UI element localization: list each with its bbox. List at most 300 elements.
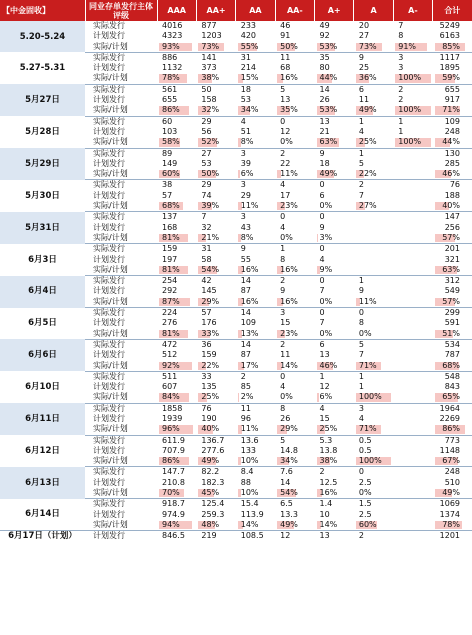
actual-value-cell: 125.4 <box>201 499 225 509</box>
actual-value-cell: 5 <box>275 84 314 95</box>
ratio-value: 0% <box>319 296 333 306</box>
planned-value-cell: 56 <box>201 126 212 136</box>
ratio-cell <box>275 233 314 244</box>
planned-value-cell: 219 <box>196 531 235 542</box>
planned-value-cell <box>354 223 393 233</box>
ratio-cell <box>236 488 275 499</box>
actual-value-cell: 0 <box>358 308 364 318</box>
planned-value-cell: 113.9 <box>240 509 264 519</box>
planned-value-cell: 176 <box>201 318 217 328</box>
ratio-value: 0% <box>280 232 293 242</box>
planned-value-cell: 7 <box>358 190 364 200</box>
planned-value-cell: 92 <box>315 31 354 41</box>
actual-value-cell: 4 <box>280 180 286 190</box>
table-row <box>0 371 472 382</box>
actual-value-cell: 0 <box>280 116 286 126</box>
actual-value-cell: 2 <box>275 276 314 287</box>
ratio-value: 60% <box>162 169 180 179</box>
table-row <box>0 84 472 95</box>
ratio-cell <box>236 361 275 372</box>
table-row <box>0 244 472 255</box>
planned-value-cell: 22 <box>275 159 314 169</box>
planned-value-cell: 197 <box>162 254 178 264</box>
ratio-value: 6% <box>319 392 333 402</box>
planned-value-cell: 4 <box>354 414 393 424</box>
ratio-value: 32% <box>201 105 220 115</box>
ratio-cell <box>393 361 432 372</box>
actual-value-cell: 561 <box>157 84 196 95</box>
ratio-value: 45% <box>201 488 220 498</box>
ratio-cell <box>157 520 196 531</box>
row-label: 实际/计划 <box>85 201 157 212</box>
actual-value-cell: 877 <box>196 21 235 31</box>
actual-value-cell: 38 <box>162 180 173 190</box>
ratio-cell <box>196 73 235 84</box>
planned-value-cell: 13 <box>275 95 314 105</box>
actual-value-cell: 31 <box>201 244 212 254</box>
ratio-value: 49% <box>358 105 377 115</box>
actual-value-cell: 29 <box>201 116 212 126</box>
planned-value-cell: 15 <box>315 414 354 424</box>
actual-value-cell <box>393 308 432 319</box>
row-label: 实际/计划 <box>85 105 157 116</box>
actual-value-cell: 3 <box>398 52 404 62</box>
ratio-cell <box>354 73 393 84</box>
ratio-cell <box>433 392 472 403</box>
actual-value-cell: 29 <box>201 180 212 190</box>
ratio-value: 49% <box>442 488 460 498</box>
actual-value-cell: 46 <box>275 21 314 31</box>
table-row <box>0 499 472 510</box>
date-cell: 6月17日（计划） <box>0 531 85 542</box>
planned-value-cell: 420 <box>236 31 275 41</box>
ratio-value: 8% <box>240 137 254 147</box>
planned-value-cell: 1 <box>398 126 404 136</box>
ratio-cell <box>315 361 354 372</box>
ratio-value: 81% <box>162 232 180 242</box>
actual-value-cell: 2 <box>275 339 314 350</box>
ratio-value: 81% <box>162 328 180 338</box>
ratio-value: 94% <box>162 519 180 529</box>
planned-value-cell: 3 <box>398 63 404 73</box>
planned-value-cell: 11 <box>275 350 314 360</box>
ratio-cell <box>236 297 275 308</box>
actual-value-cell: 8 <box>275 403 314 414</box>
row-label: 计划发行 <box>93 318 125 328</box>
ratio-cell <box>433 265 472 276</box>
ratio-cell <box>157 361 196 372</box>
actual-value-cell: 1 <box>358 371 364 381</box>
ratio-cell <box>157 297 196 308</box>
planned-value-cell: 5 <box>354 159 393 169</box>
actual-value-cell: 33 <box>201 371 212 381</box>
ratio-cell <box>315 233 354 244</box>
ratio-cell <box>275 137 314 148</box>
ratio-value: 73% <box>358 41 377 51</box>
ratio-cell <box>196 329 235 340</box>
actual-value-cell <box>393 244 432 255</box>
planned-value-cell: 7 <box>319 318 325 328</box>
ratio-value: 3% <box>319 232 333 242</box>
actual-value-cell <box>393 339 432 350</box>
ratio-cell <box>354 520 393 531</box>
ratio-value: 0% <box>280 137 293 147</box>
planned-value-cell <box>393 223 432 233</box>
ratio-value: 44% <box>442 137 460 147</box>
planned-value-cell: 43 <box>236 223 275 233</box>
planned-value-cell: 17 <box>280 190 291 200</box>
ratio-value: 36% <box>358 73 377 83</box>
ratio-cell <box>315 424 354 435</box>
actual-value-cell: 141 <box>201 52 217 62</box>
actual-value-cell: 14 <box>236 339 275 350</box>
actual-value-cell: 0 <box>319 308 325 318</box>
ratio-cell <box>315 73 354 84</box>
ratio-cell <box>354 361 393 372</box>
ratio-value: 40% <box>201 424 220 434</box>
actual-value-cell: 511 <box>162 371 178 381</box>
row-label: 实际/计划 <box>85 137 157 148</box>
actual-value-cell: 5 <box>280 435 286 445</box>
actual-value-cell: 0 <box>319 244 325 254</box>
planned-value-cell <box>393 255 432 265</box>
planned-value-cell: 4 <box>358 126 364 136</box>
planned-value-cell: 292 <box>157 286 196 296</box>
planned-value-cell: 7 <box>315 286 354 296</box>
ratio-cell <box>196 169 235 180</box>
planned-value-cell: 74 <box>201 190 212 200</box>
row-label: 实际发行 <box>85 84 157 95</box>
row-label: 计划发行 <box>85 350 157 360</box>
actual-value-cell: 233 <box>236 21 275 31</box>
actual-value-cell <box>393 180 432 191</box>
planned-value-cell: 974.9 <box>162 509 185 519</box>
planned-value-cell <box>393 382 432 392</box>
ratio-value: 51% <box>442 328 460 338</box>
actual-value-cell: 14 <box>240 308 251 318</box>
actual-value-cell <box>354 212 393 223</box>
actual-value-cell: 0.5 <box>358 435 372 445</box>
row-label: 实际发行 <box>93 435 125 445</box>
date-cell: 5月30日 <box>0 180 85 212</box>
ratio-cell <box>315 42 354 53</box>
ratio-value: 100% <box>398 137 422 147</box>
date-cell: 6月14日 <box>0 499 85 531</box>
planned-value-cell: 13.8 <box>319 445 338 455</box>
planned-value-cell: 85 <box>240 382 251 392</box>
ratio-value: 10% <box>240 456 259 466</box>
ratio-cell <box>275 361 314 372</box>
actual-value-cell: 136.7 <box>201 435 225 445</box>
row-label: 实际发行 <box>85 21 157 31</box>
row-label: 计划发行 <box>85 31 157 41</box>
ratio-cell <box>354 424 393 435</box>
planned-value-cell: 843 <box>444 382 460 392</box>
row-label: 实际/计划 <box>85 42 157 53</box>
actual-value-cell: 3 <box>236 212 275 223</box>
planned-value-cell: 4 <box>280 382 286 392</box>
planned-value-cell: 13 <box>315 531 354 542</box>
actual-value-cell: 1.5 <box>358 499 372 509</box>
row-label: 实际/计划 <box>85 73 157 84</box>
ratio-value: 49% <box>319 169 338 179</box>
ratio-value: 53% <box>319 105 338 115</box>
planned-value-cell: 168 <box>157 223 196 233</box>
actual-value-cell: 2 <box>240 371 246 381</box>
planned-value-cell: 103 <box>162 126 178 136</box>
planned-value-cell: 607 <box>162 382 178 392</box>
actual-value-cell: 9 <box>315 148 354 159</box>
row-label: 实际发行 <box>85 339 157 350</box>
ratio-cell <box>157 488 196 499</box>
ratio-value: 14% <box>240 519 259 529</box>
actual-value-cell: 89 <box>157 148 196 159</box>
planned-value-cell: 25 <box>358 63 370 73</box>
row-label: 实际发行 <box>85 212 157 223</box>
planned-value-cell: 259.3 <box>201 509 225 519</box>
ratio-value: 16% <box>280 264 298 274</box>
ratio-value: 100% <box>358 392 382 402</box>
actual-value-cell: 35 <box>319 52 330 62</box>
ratio-value: 53% <box>319 41 338 51</box>
date-cell: 5月31日 <box>0 212 85 244</box>
grade-header: AA+ <box>196 0 235 21</box>
ratio-cell <box>236 520 275 531</box>
actual-value-cell: 13 <box>319 116 330 126</box>
ratio-cell <box>236 73 275 84</box>
planned-value-cell: 2.5 <box>354 478 393 488</box>
actual-value-cell: 9 <box>240 244 246 254</box>
actual-value-cell: 548 <box>444 371 460 381</box>
ratio-cell <box>275 169 314 180</box>
row-label: 实际/计划 <box>85 361 157 372</box>
ratio-cell <box>157 233 196 244</box>
table-row <box>0 52 472 63</box>
ratio-cell <box>393 520 432 531</box>
ratio-value: 21% <box>201 232 220 242</box>
planned-value-cell <box>393 446 432 456</box>
plan-row <box>0 531 472 542</box>
ratio-value: 22% <box>358 169 377 179</box>
actual-value-cell: 886 <box>162 52 178 62</box>
ratio-value: 100% <box>398 105 422 115</box>
ratio-cell <box>196 456 235 467</box>
actual-value-cell: 201 <box>444 244 460 254</box>
actual-value-cell: 14 <box>315 84 354 95</box>
planned-value-cell: 80 <box>319 63 330 73</box>
actual-value-cell: 49 <box>315 21 354 31</box>
planned-value-cell: 109 <box>240 318 257 328</box>
ratio-cell <box>275 73 314 84</box>
actual-value-cell: 5249 <box>433 21 472 31</box>
ratio-value: 86% <box>162 456 180 466</box>
table-row <box>0 308 472 319</box>
planned-value-cell: 1939 <box>157 414 196 424</box>
ratio-value: 55% <box>240 41 259 51</box>
ratio-cell <box>393 42 432 53</box>
planned-value-cell: 285 <box>433 159 472 169</box>
ratio-cell <box>433 105 472 116</box>
actual-value-cell: 1 <box>280 244 286 254</box>
ratio-value: 58% <box>162 137 180 147</box>
ratio-cell <box>393 488 432 499</box>
ratio-cell <box>196 361 235 372</box>
actual-value-cell: 312 <box>433 276 472 287</box>
ratio-value: 50% <box>201 169 220 179</box>
ratio-cell <box>315 137 354 148</box>
ratio-value: 0% <box>319 201 333 211</box>
ratio-value: 46% <box>442 169 460 179</box>
ratio-cell <box>354 233 393 244</box>
ratio-cell <box>157 265 196 276</box>
actual-value-cell: 1 <box>354 148 393 159</box>
actual-value-cell: 36 <box>196 339 235 350</box>
grade-header: AA <box>236 0 275 21</box>
planned-value-cell <box>393 159 432 169</box>
planned-value-cell: 917 <box>433 95 472 105</box>
planned-value-cell: 707.9 <box>162 445 185 455</box>
row-label: 计划发行 <box>93 445 125 455</box>
ratio-cell <box>275 297 314 308</box>
planned-value-cell <box>393 191 432 201</box>
row-label: 实际发行 <box>85 467 157 478</box>
table-row <box>0 21 472 31</box>
ratio-fill-bar <box>317 234 318 242</box>
ratio-value: 2% <box>240 392 254 402</box>
planned-value-cell <box>393 318 432 328</box>
corner-label: 【中金固收】 <box>0 0 85 21</box>
actual-value-cell: 147.7 <box>157 467 196 478</box>
planned-value-cell: 591 <box>444 318 460 328</box>
ratio-cell <box>433 424 472 435</box>
planned-value-cell: 12 <box>280 126 291 136</box>
planned-value-cell: 27 <box>354 31 393 41</box>
ratio-cell <box>315 456 354 467</box>
ratio-cell <box>275 329 314 340</box>
actual-value-cell: 6 <box>354 84 393 95</box>
ratio-cell <box>236 137 275 148</box>
ratio-cell <box>315 520 354 531</box>
ratio-value: 85% <box>442 41 460 51</box>
planned-value-cell: 2 <box>393 95 432 105</box>
actual-value-cell: 8.4 <box>236 467 275 478</box>
ratio-value: 71% <box>442 105 460 115</box>
planned-value-cell: 12 <box>275 531 314 542</box>
actual-value-cell: 5 <box>354 339 393 350</box>
ratio-cell <box>354 265 393 276</box>
row-label: 实际发行 <box>85 148 157 159</box>
ratio-value: 78% <box>442 519 460 529</box>
actual-value-cell: 1.4 <box>319 499 333 509</box>
row-label: 计划发行 <box>85 478 157 488</box>
ratio-value: 13% <box>240 328 259 338</box>
ratio-cell <box>196 520 235 531</box>
ratio-cell <box>433 361 472 372</box>
ratio-cell <box>236 329 275 340</box>
ratio-value: 16% <box>280 296 298 306</box>
ratio-cell <box>315 329 354 340</box>
ratio-value: 11% <box>358 296 377 306</box>
ratio-value: 84% <box>162 392 180 402</box>
planned-value-cell: 21 <box>319 126 330 136</box>
row-label: 实际发行 <box>93 244 125 254</box>
actual-value-cell: 534 <box>433 339 472 350</box>
planned-value-cell: 9 <box>354 286 393 296</box>
ratio-value: 86% <box>162 105 180 115</box>
planned-value-cell: 276 <box>162 318 178 328</box>
ratio-value: 63% <box>319 137 338 147</box>
ratio-value: 23% <box>280 201 298 211</box>
ratio-value: 54% <box>280 488 298 498</box>
ratio-value: 63% <box>442 264 460 274</box>
ratio-cell <box>393 424 432 435</box>
ratio-cell <box>354 392 393 403</box>
row-label: 计划发行 <box>93 509 125 519</box>
ratio-value: 16% <box>319 488 338 498</box>
ratio-cell <box>196 392 235 403</box>
row-label: 计划发行 <box>93 254 125 264</box>
date-cell: 6月11日 <box>0 403 85 435</box>
planned-value-cell: 655 <box>157 95 196 105</box>
actual-value-cell: 27 <box>196 148 235 159</box>
actual-value-cell: 2 <box>315 467 354 478</box>
planned-value-cell: 2 <box>354 531 393 542</box>
ratio-value: 22% <box>201 360 220 370</box>
planned-value-cell: 2269 <box>433 414 472 424</box>
ratio-cell <box>354 137 393 148</box>
planned-value-cell: 18 <box>315 159 354 169</box>
row-label: 实际发行 <box>93 499 125 509</box>
ratio-value: 49% <box>280 519 298 529</box>
planned-value-cell: 1374 <box>439 509 460 519</box>
ratio-value: 71% <box>358 424 377 434</box>
planned-value-cell: 91 <box>275 31 314 41</box>
row-label: 实际/计划 <box>85 456 157 467</box>
ratio-value: 38% <box>201 73 220 83</box>
ratio-cell <box>236 265 275 276</box>
row-label: 实际/计划 <box>85 169 157 180</box>
row-label: 实际发行 <box>85 276 157 287</box>
ratio-cell <box>315 265 354 276</box>
ratio-cell <box>354 105 393 116</box>
ratio-cell <box>315 297 354 308</box>
date-cell: 6月4日 <box>0 276 85 308</box>
ratio-cell <box>236 392 275 403</box>
actual-value-cell: 299 <box>444 308 460 318</box>
table-row <box>0 180 472 191</box>
actual-value-cell: 50 <box>196 84 235 95</box>
actual-value-cell: 6.5 <box>280 499 293 509</box>
actual-value-cell: 1117 <box>439 52 460 62</box>
planned-value-cell: 159 <box>196 350 235 360</box>
actual-value-cell: 0 <box>315 212 354 223</box>
date-cell: 5月29日 <box>0 148 85 180</box>
ratio-cell <box>315 169 354 180</box>
planned-value-cell: 512 <box>157 350 196 360</box>
ratio-cell <box>275 488 314 499</box>
actual-value-cell: 14 <box>236 276 275 287</box>
planned-value-cell: 13.3 <box>280 509 298 519</box>
ratio-cell <box>157 329 196 340</box>
ratio-value: 25% <box>319 424 338 434</box>
planned-value-cell: 214 <box>240 63 257 73</box>
ratio-cell <box>393 137 432 148</box>
actual-value-cell: 2 <box>275 148 314 159</box>
ratio-value: 10% <box>240 488 259 498</box>
actual-value-cell: 18 <box>236 84 275 95</box>
ratio-cell <box>157 73 196 84</box>
row-label: 实际/计划 <box>85 424 157 435</box>
